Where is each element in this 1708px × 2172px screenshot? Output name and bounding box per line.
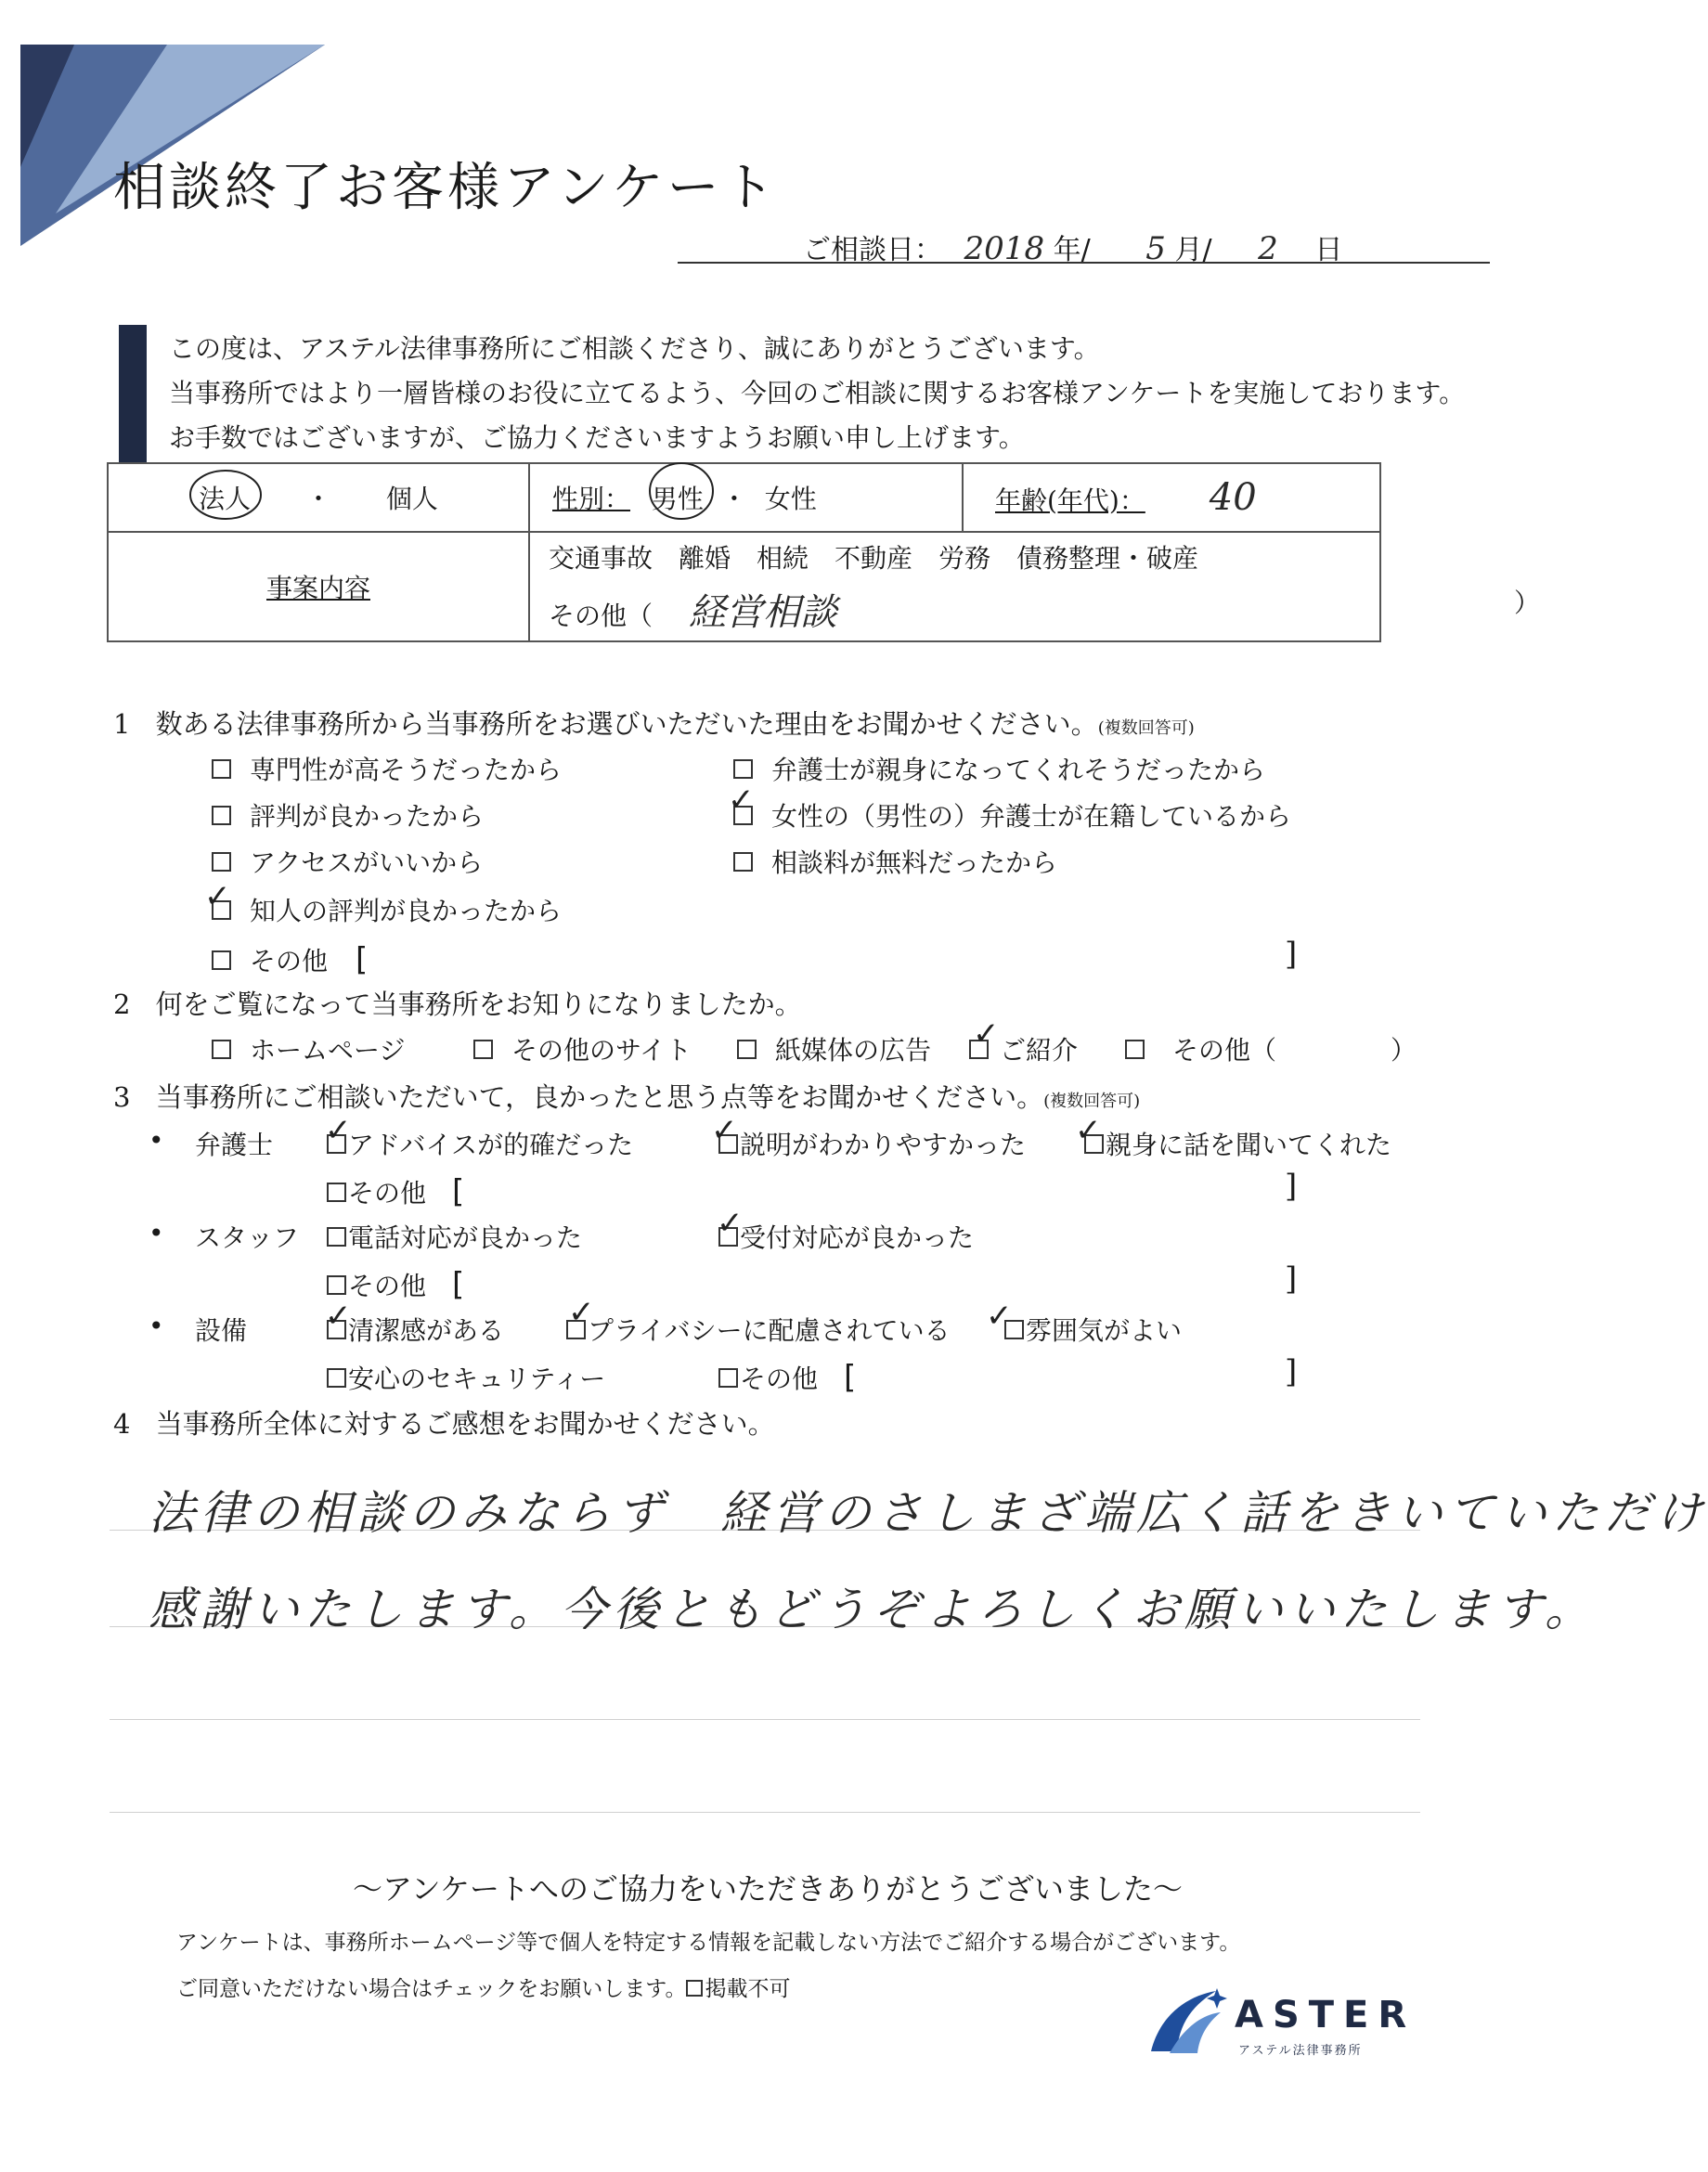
male-option[interactable]: 男性 <box>651 484 704 514</box>
corp-circle-mark <box>186 464 265 525</box>
q2-heading <box>113 984 802 1022</box>
q2-option-4-checkmark: ✓ <box>973 1015 1000 1053</box>
q3-lawyer-bracket-close: ] <box>1285 1168 1298 1205</box>
q3-facility-option-2-checkmark: ✓ <box>568 1294 595 1331</box>
date-underline <box>678 262 1490 264</box>
q3-staff-bracket-open: [ <box>452 1266 465 1303</box>
gender-separator: ・ <box>720 484 747 514</box>
q1-heading <box>113 704 1195 742</box>
q3-staff-option-1[interactable] <box>327 1218 582 1255</box>
separator-dot: ・ <box>304 484 331 514</box>
q3-facility-option-3-label: 雰囲気がよい <box>1026 1315 1183 1346</box>
no-publish-checkbox[interactable] <box>686 1980 703 1997</box>
q1-option-8-label: 相談料が無料だったから <box>771 847 1058 878</box>
q3-facility-option-2[interactable] <box>566 1311 951 1348</box>
q1-number: 1 <box>113 708 131 740</box>
q2-option-1[interactable] <box>212 1030 405 1067</box>
q1-option-5-label: その他 <box>250 946 329 976</box>
corp-option[interactable]: 法人 <box>199 484 252 514</box>
client-type-cell <box>108 463 529 532</box>
date-month: 5 <box>1145 230 1166 267</box>
q3-staff-label: スタッフ <box>195 1222 300 1253</box>
q2-number: 2 <box>113 989 131 1020</box>
corner-decoration <box>0 0 371 260</box>
q3-lawyer-checkbox-4[interactable] <box>327 1183 346 1202</box>
q3-facility-option-3[interactable] <box>1004 1311 1182 1348</box>
q3-lawyer-option-1-checkmark: ✓ <box>325 1112 352 1149</box>
intro-bar <box>119 325 147 462</box>
q3-facility-option-2-label: プライバシーに配慮されている <box>588 1315 951 1346</box>
q1-option-6-label: 弁護士が親身になってくれそうだったから <box>771 755 1266 785</box>
intro-line-2: 当事務所ではより一層皆様のお役に立てるよう、今回のご相談に関するお客様アンケートを実施しております。 <box>169 378 1466 408</box>
q3-lawyer-option-1[interactable] <box>327 1125 633 1162</box>
q1-option-4[interactable] <box>212 891 562 928</box>
date-day-unit: 日 <box>1314 234 1343 266</box>
q2-checkbox-2[interactable] <box>473 1040 493 1059</box>
footer-note-2 <box>176 1972 790 2002</box>
gender-cell <box>529 463 963 532</box>
case-other-label: その他（ <box>549 600 653 631</box>
case-label: 事案内容 <box>265 573 370 603</box>
q4-answer-line-1: 法律の相談のみならず 経営のさしまざ端広く話をきいていただけ <box>149 1486 1708 1540</box>
footer-note-1: アンケートは、事務所ホームページ等で個人を特定する情報を記載しない方法でご紹介する場合がございます。 <box>176 1931 1241 1955</box>
q1-text: 数ある法律事務所から当事務所をお選びいただいた理由をお聞かせください。 <box>155 708 1098 740</box>
q3-lawyer-option-2-label: 説明がわかりやすかった <box>740 1130 1027 1160</box>
q1-checkbox-2[interactable] <box>212 806 231 825</box>
q3-number: 3 <box>113 1081 131 1113</box>
q1-other-bracket-close: ] <box>1285 936 1298 973</box>
q3-facility-option-1-checkmark: ✓ <box>325 1298 352 1335</box>
date-year: 2018 <box>964 230 1045 267</box>
q3-facility-option-1[interactable] <box>327 1311 504 1348</box>
q4-heading <box>113 1403 775 1442</box>
logo-mark-icon <box>1142 1986 1225 2061</box>
intro-text <box>169 327 1465 460</box>
footer-thanks: ～アンケートへのご協力をいただきありがとうございました～ <box>352 1871 1184 1907</box>
q3-lawyer-bracket-open: [ <box>452 1173 465 1210</box>
q3-facility-bracket-open: [ <box>844 1359 857 1396</box>
q3-facility-option-3-checkmark: ✓ <box>986 1298 1013 1335</box>
case-options: 交通事故 離婚 相続 不動産 労務 債務整理・破産 <box>549 542 1199 574</box>
q1-option-7[interactable] <box>733 796 1291 834</box>
no-publish-label: 掲載不可 <box>705 1977 791 2001</box>
q3-lawyer-option-3-checkmark: ✓ <box>1075 1112 1102 1149</box>
q3-lawyer-option-2[interactable] <box>718 1125 1026 1162</box>
footer-note-2-text: ご同意いただけない場合はチェックをお願いします。 <box>176 1977 687 2001</box>
q3-heading <box>113 1077 1140 1115</box>
q3-lawyer-option-4-label: その他 <box>348 1178 427 1209</box>
q2-option-5-label: その他（ <box>1172 1035 1277 1066</box>
q2-option-3-label: 紙媒体の広告 <box>775 1035 932 1066</box>
q1-checkbox-6[interactable] <box>733 759 753 779</box>
q2-option-1-label: ホームページ <box>250 1035 406 1066</box>
q3-staff-option-2[interactable] <box>718 1218 974 1255</box>
logo-name: ASTER <box>1235 1994 1417 2036</box>
page-title: 相談終了お客様アンケート <box>113 158 779 218</box>
q3-facility-label: 設備 <box>195 1315 248 1346</box>
q1-option-1-label: 専門性が高そうだったから <box>250 755 563 785</box>
q1-option-5[interactable] <box>212 941 368 978</box>
q2-option-4-label: ご紹介 <box>1000 1035 1079 1066</box>
case-other-close: ） <box>1514 587 1541 618</box>
q3-note: (複数回答可) <box>1043 1092 1141 1111</box>
q1-option-2[interactable] <box>212 796 484 834</box>
q3-facility-bracket-close: ] <box>1285 1353 1298 1390</box>
q3-lawyer-bullet: • <box>149 1125 164 1156</box>
q3-facility-option-5-label: その他 <box>740 1364 819 1394</box>
q3-facility-checkbox-4[interactable] <box>327 1368 346 1388</box>
q3-staff-checkbox-1[interactable] <box>327 1227 346 1247</box>
q3-staff-bracket-close: ] <box>1285 1261 1298 1298</box>
q4-number: 4 <box>113 1408 131 1440</box>
q3-staff-option-3-label: その他 <box>348 1271 427 1301</box>
q2-checkbox-1[interactable] <box>212 1040 231 1059</box>
q3-facility-option-4[interactable] <box>327 1359 605 1396</box>
q1-option-3[interactable] <box>212 843 483 880</box>
q1-checkbox-8[interactable] <box>733 852 753 872</box>
q3-lawyer-option-3-label: 親身に話を聞いてくれた <box>1106 1130 1392 1160</box>
q1-option-7-checkmark: ✓ <box>728 782 755 819</box>
date-day: 2 <box>1258 230 1278 267</box>
q2-option-5[interactable] <box>1125 1030 1276 1067</box>
q2-option-2[interactable] <box>473 1030 692 1067</box>
q3-staff-option-2-label: 受付対応が良かった <box>740 1222 975 1253</box>
q2-option-2-label: その他のサイト <box>511 1035 692 1066</box>
intro-line-1: この度は、アステル法律事務所にご相談くださり、誠にありがとうございます。 <box>169 333 1100 364</box>
gender-label: 性別： <box>552 484 631 514</box>
q1-option-8[interactable] <box>733 843 1057 880</box>
q3-staff-bullet: • <box>149 1218 164 1248</box>
q3-staff-option-2-checkmark: ✓ <box>717 1205 744 1242</box>
q1-option-4-checkmark: ✓ <box>204 878 231 915</box>
q4-answer-line-2: 感謝いたします。今後ともどうぞよろしくお願いいたします。 <box>149 1583 1597 1636</box>
q2-checkbox-3[interactable] <box>737 1040 757 1059</box>
q1-option-6[interactable] <box>733 750 1265 787</box>
q3-lawyer-option-4[interactable] <box>327 1173 464 1210</box>
aster-logo <box>1142 1986 1457 2061</box>
intro-line-3: お手数ではございますが、ご協力くださいますようお願い申し上げます。 <box>169 422 1025 453</box>
date-label: ご相談日： <box>803 234 942 266</box>
q3-facility-option-5[interactable] <box>718 1359 856 1396</box>
q2-option-3[interactable] <box>737 1030 931 1067</box>
q3-lawyer-label: 弁護士 <box>195 1130 274 1160</box>
q2-other-close: ） <box>1391 1035 1417 1066</box>
answer-line-3 <box>110 1719 1420 1720</box>
q3-facility-option-1-label: 清潔感がある <box>348 1315 505 1346</box>
q3-facility-checkbox-5[interactable] <box>718 1368 738 1388</box>
q3-lawyer-option-2-checkmark: ✓ <box>711 1112 738 1149</box>
male-circle-mark <box>644 457 718 525</box>
logo-subtitle: アステル法律事務所 <box>1238 2044 1363 2058</box>
q1-option-1[interactable] <box>212 750 562 787</box>
age-label: 年齢(年代)： <box>995 485 1145 516</box>
date-year-unit: 年/ <box>1053 234 1091 266</box>
info-table <box>107 462 1541 642</box>
q3-text: 当事務所にご相談いただいて，良かったと思う点等をお聞かせください。 <box>155 1081 1044 1113</box>
q3-lawyer-option-3[interactable] <box>1084 1125 1391 1162</box>
q1-checkbox-5[interactable] <box>212 950 231 970</box>
q1-checkbox-3[interactable] <box>212 852 231 872</box>
q3-lawyer-option-1-label: アドバイスが的確だった <box>348 1130 634 1160</box>
q3-facility-option-4-label: 安心のセキュリティー <box>348 1364 606 1394</box>
q2-text: 何をご覧になって当事務所をお知りになりましたか。 <box>155 989 802 1020</box>
individual-option[interactable]: 個人 <box>385 484 438 514</box>
q1-option-7-label: 女性の（男性の）弁護士が在籍しているから <box>771 801 1292 832</box>
answer-line-4 <box>110 1812 1420 1813</box>
case-label-cell <box>108 532 529 641</box>
case-other-value: 経営相談 <box>688 590 837 634</box>
case-options-cell <box>529 532 1541 641</box>
q1-checkbox-1[interactable] <box>212 759 231 779</box>
q2-checkbox-5[interactable] <box>1125 1040 1145 1059</box>
q3-staff-option-1-label: 電話対応が良かった <box>348 1222 583 1253</box>
q1-option-2-label: 評判が良かったから <box>250 801 485 832</box>
q1-other-bracket-open: [ <box>356 941 369 978</box>
q1-note: (複数回答可) <box>1097 718 1195 738</box>
q1-option-4-label: 知人の評判が良かったから <box>250 896 563 926</box>
female-option[interactable]: 女性 <box>764 484 817 514</box>
age-cell <box>963 463 1380 532</box>
q4-text: 当事務所全体に対するご感想をお聞かせください。 <box>155 1408 775 1440</box>
date-month-unit: 月/ <box>1174 234 1212 266</box>
q1-option-3-label: アクセスがいいから <box>250 847 484 878</box>
q3-staff-checkbox-3[interactable] <box>327 1275 346 1295</box>
q3-facility-bullet: • <box>149 1311 164 1341</box>
age-value: 40 <box>1209 476 1257 519</box>
